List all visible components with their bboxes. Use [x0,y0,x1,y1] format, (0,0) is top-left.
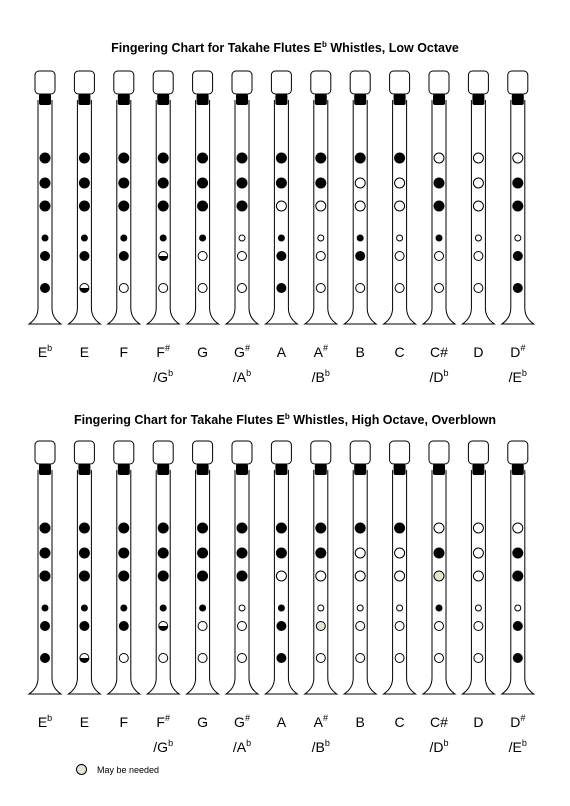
hole-covered [121,235,127,241]
windway-block [118,94,130,105]
windway-block [472,464,484,475]
windway-block [157,464,169,475]
hole-open [515,235,521,241]
hole-open [435,252,444,261]
hole-covered [198,548,208,558]
whistle [68,441,100,694]
whistle [29,441,61,694]
whistle [29,71,61,324]
note-label-sup: # [322,343,328,353]
hole-open [435,654,444,663]
maybe-needed-swatch [76,764,87,775]
note-label: F# [156,343,170,360]
hole-open [474,622,483,631]
hole-covered [119,153,129,163]
whistle [384,441,416,694]
hole-open [276,201,286,211]
hole-covered [40,153,50,163]
note-label-alt-sup: b [168,368,174,378]
hole-covered [513,201,523,211]
title-main: Fingering Chart for Takahe Flutes E [73,413,285,428]
whistle-head [271,71,291,94]
hole-covered [200,605,206,611]
hole-covered [276,523,286,533]
whistle-head [114,71,134,94]
hole-covered [198,178,208,188]
hole-open [356,654,365,663]
note-label-alt: $/D^b$ [429,368,449,385]
hole-open [316,201,326,211]
note-label-alt-sup: b [246,368,252,378]
windway-block [39,464,51,475]
hole-open [473,523,483,533]
note-label: B [355,344,365,360]
windway-block [39,94,51,105]
note-label: G [197,344,209,360]
hole-covered [121,605,127,611]
hole-covered [513,571,523,581]
hole-open [239,235,245,241]
hole-covered [513,654,522,663]
whistle-head [390,71,410,94]
windway-block [275,464,287,475]
hole-covered [278,235,284,241]
hole-open [119,284,128,293]
windway-block [433,464,445,475]
whistle [265,71,297,324]
whistle [187,441,219,694]
whistle-head [508,441,528,464]
note-label: G [197,714,209,730]
hole-covered [158,153,168,163]
hole-open [355,201,365,211]
hole-covered [79,523,89,533]
hole-covered [316,153,326,163]
hole-covered [160,605,166,611]
windway-block [315,464,327,475]
windway-block [197,94,209,105]
note-label-alt-sup: b [443,738,449,748]
hole-covered [357,235,363,241]
hole-covered [40,178,50,188]
hole-covered [119,622,128,631]
hole-covered [276,153,286,163]
note-label: $E^b$ [37,343,53,360]
note-label: F# [156,713,170,730]
whistle-head [232,441,252,464]
whistle-head [193,441,213,464]
hole-open [316,284,325,293]
title-rest: Whistles, High Octave, Overblown [289,413,497,428]
hole-open [395,548,405,558]
whistle-head [311,71,331,94]
hole-covered [41,654,50,663]
note-label: A [276,344,287,360]
hole-covered [79,548,89,558]
note-label: C# [430,714,448,730]
note-label: C# [430,344,448,360]
hole-open [198,622,207,631]
whistle [462,71,494,324]
hole-covered [513,622,522,631]
hole-covered [40,523,50,533]
hole-open [316,571,326,581]
note-label-alt-sup: b [246,738,252,748]
hole-covered [237,201,247,211]
hole-open [395,654,404,663]
whistle [502,71,534,324]
windway-block [275,94,287,105]
hole-open [473,201,483,211]
legend-label: May be needed [97,764,160,775]
hole-covered [119,252,128,261]
hole-covered [80,622,89,631]
title-flat-sup: b [284,412,290,421]
hole-open [318,235,324,241]
hole-covered [276,178,286,188]
legend [76,764,159,775]
hole-covered [158,548,168,558]
windway-block [157,94,169,105]
windway-block [236,464,248,475]
hole-covered [158,523,168,533]
hole-covered [237,523,247,533]
hole-covered [79,153,89,163]
note-label: F [119,714,129,730]
note-label-alt: $/A^b$ [232,738,252,755]
windway-block [118,464,130,475]
hole-covered [198,201,208,211]
hole-covered [278,605,284,611]
hole-covered [40,201,50,211]
hole-covered [513,548,523,558]
note-label-sup: # [244,713,250,723]
note-label: C [394,714,405,730]
chart-title-low [0,40,570,55]
title-rest: Whistles, Low Octave [326,41,459,56]
note-label-sup: # [164,343,170,353]
note-label: G# [234,343,250,360]
hole-open [397,605,403,611]
hole-covered [119,571,129,581]
hole-open [475,235,481,241]
whistle-head [74,441,94,464]
hole-open [474,252,483,261]
hole-open [474,284,483,293]
hole-covered [277,252,286,261]
hole-covered [316,523,326,533]
hole-open [276,571,286,581]
hole-covered [41,252,50,261]
hole-open [198,284,207,293]
whistle-head [311,441,331,464]
hole-covered [198,571,208,581]
whistle-head [390,441,410,464]
hole-open [435,284,444,293]
whistle-head [153,71,173,94]
hole-covered [436,235,442,241]
note-label-alt: $/G^b$ [153,368,174,385]
windway-block [315,94,327,105]
hole-open [473,548,483,558]
hole-open [119,654,128,663]
hole-open [198,654,207,663]
whistle [305,71,337,324]
whistle-head [271,441,291,464]
whistle-head [74,71,94,94]
note-label-alt-sup: b [521,368,527,378]
hole-covered [513,178,523,188]
whistle-head [429,71,449,94]
windway-block [354,94,366,105]
whistle-head [350,441,370,464]
hole-covered [198,523,208,533]
hole-covered [237,153,247,163]
whistle-head [114,441,134,464]
hole-covered [277,622,286,631]
title-main: Fingering Chart for Takahe Flutes E [111,41,323,56]
hole-covered [237,178,247,188]
note-label-sup: b [47,713,53,723]
whistle [423,71,455,324]
whistle [147,71,179,324]
hole-open [475,605,481,611]
hole-covered [119,523,129,533]
hole-open [395,252,404,261]
hole-open [434,523,444,533]
note-label-sup: # [520,343,526,353]
windway-block [512,94,524,105]
note-label-alt-sup: b [168,738,174,748]
windway-block [354,464,366,475]
hole-open [355,178,365,188]
fingering-chart-high [0,432,570,762]
whistle-head [35,71,55,94]
hole-covered [158,201,168,211]
note-label: B [355,714,365,730]
hole-covered [81,605,87,611]
hole-covered [40,548,50,558]
note-label: A# [313,343,328,360]
whistle-head [350,71,370,94]
hole-open [159,284,168,293]
whistle [187,71,219,324]
hole-open [515,605,521,611]
whistle [68,71,100,324]
hole-maybe [434,571,444,581]
hole-open [316,252,325,261]
whistle-head [429,441,449,464]
hole-open [397,235,403,241]
hole-covered [356,252,365,261]
hole-covered [41,284,50,293]
hole-covered [395,153,405,163]
hole-covered [434,548,444,558]
hole-covered [355,523,365,533]
hole-open [238,622,247,631]
whistle [502,441,534,694]
windway-block [78,94,90,105]
hole-open [239,605,245,611]
note-label-alt-sup: b [324,738,330,748]
hole-covered [80,252,89,261]
note-label-alt-sup: b [521,738,527,748]
whistle [423,441,455,694]
fingering-chart-low [0,62,570,392]
whistle [462,441,494,694]
note-label-alt: $/D^b$ [429,738,449,755]
note-label-sup: # [244,343,250,353]
whistle-head [508,71,528,94]
hole-open [395,622,404,631]
note-label-alt-sup: b [443,368,449,378]
hole-open [473,571,483,581]
hole-covered [119,548,129,558]
note-label-alt: $/E^b$ [508,368,527,385]
windway-block [394,94,406,105]
note-label: D [473,344,484,360]
note-label-alt-sup: b [324,368,330,378]
note-label-alt: $/E^b$ [508,738,527,755]
windway-block [394,464,406,475]
hole-open [198,252,207,261]
windway-block [512,464,524,475]
whistle-head [468,441,488,464]
hole-covered [158,178,168,188]
whistle [108,441,140,694]
hole-open [318,605,324,611]
note-label: E [79,344,90,360]
hole-covered [237,548,247,558]
note-label-alt: $/A^b$ [232,368,252,385]
title-flat-sup: b [322,40,327,49]
hole-open [238,654,247,663]
note-label-sup: # [164,713,170,723]
hole-open [395,178,405,188]
hole-covered [119,178,129,188]
hole-open [513,153,523,163]
hole-covered [160,235,166,241]
hole-maybe [316,622,325,631]
note-label-sup: b [47,343,53,353]
hole-covered [513,252,522,261]
hole-covered [40,571,50,581]
note-label-sup: # [520,713,526,723]
windway-block [433,94,445,105]
whistle [344,71,376,324]
whistle-head [153,441,173,464]
hole-open [473,153,483,163]
note-label-alt: $/G^b$ [153,738,174,755]
note-label: F [119,344,129,360]
whistle-head [193,71,213,94]
note-label: E [79,714,90,730]
note-label: A [276,714,287,730]
whistle [344,441,376,694]
hole-covered [81,235,87,241]
hole-covered [79,201,89,211]
note-label-sup: # [322,713,328,723]
hole-covered [277,654,286,663]
hole-open [356,622,365,631]
hole-covered [198,153,208,163]
hole-covered [316,178,326,188]
hole-covered [42,605,48,611]
hole-open [395,284,404,293]
note-label: G# [234,713,250,730]
hole-open [435,622,444,631]
hole-covered [436,605,442,611]
hole-open [357,605,363,611]
hole-covered [237,571,247,581]
hole-open [316,654,325,663]
whistle-head [232,71,252,94]
note-label-alt: $/B^b$ [311,738,330,755]
hole-covered [276,548,286,558]
whistle [147,441,179,694]
hole-open [355,548,365,558]
windway-block [236,94,248,105]
hole-covered [79,178,89,188]
hole-covered [79,571,89,581]
hole-covered [158,571,168,581]
hole-covered [355,153,365,163]
whistle [305,441,337,694]
note-label: A# [313,713,328,730]
whistle [265,441,297,694]
hole-covered [277,284,286,293]
hole-open [355,571,365,581]
windway-block [78,464,90,475]
note-label: $E^b$ [37,713,53,730]
whistle [108,71,140,324]
hole-open [395,201,405,211]
whistle-head [468,71,488,94]
hole-open [159,654,168,663]
note-label-alt: $/B^b$ [311,368,330,385]
hole-covered [119,201,129,211]
hole-covered [434,201,444,211]
hole-open [238,252,247,261]
hole-covered [434,178,444,188]
hole-covered [395,523,405,533]
hole-open [238,284,247,293]
hole-open [473,178,483,188]
whistle [226,71,258,324]
hole-covered [513,284,522,293]
hole-covered [200,235,206,241]
hole-open [395,571,405,581]
note-label: D [473,714,484,730]
hole-covered [41,622,50,631]
whistle-head [35,441,55,464]
hole-open [474,654,483,663]
note-label: C [394,344,405,360]
hole-open [513,523,523,533]
note-label: D# [510,713,526,730]
hole-open [356,284,365,293]
windway-block [472,94,484,105]
hole-covered [316,548,326,558]
whistle [384,71,416,324]
chart-title-high [0,412,570,427]
hole-covered [42,235,48,241]
whistle [226,441,258,694]
windway-block [197,464,209,475]
note-label: D# [510,343,526,360]
hole-open [434,153,444,163]
